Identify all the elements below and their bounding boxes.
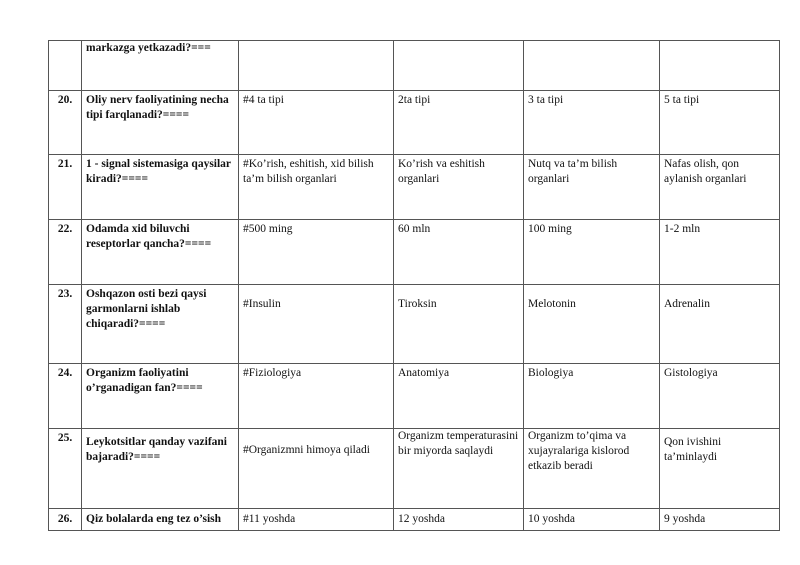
row-number: 20. bbox=[49, 91, 82, 155]
answer-correct: #4 ta tipi bbox=[239, 91, 394, 155]
table-row bbox=[49, 364, 780, 429]
row-number: 23. bbox=[49, 285, 82, 364]
question-text: Qiz bolalarda eng tez o’sish bbox=[82, 509, 239, 531]
question-text: Odamda xid biluvchi reseptorlar qancha?==== bbox=[82, 220, 239, 285]
answer-correct: #Fiziologiya bbox=[239, 364, 394, 429]
question-text: Leykotsitlar qanday vazifani bajaradi?==== bbox=[82, 429, 239, 509]
answer-option: Nafas olish, qon aylanish organlari bbox=[660, 155, 780, 220]
answer-option: 10 yoshda bbox=[524, 509, 660, 531]
answer-correct: #11 yoshda bbox=[239, 509, 394, 531]
answer-option: Gistologiya bbox=[660, 364, 780, 429]
row-number: 26. bbox=[49, 509, 82, 531]
answer-correct: #Organizmni himoya qiladi bbox=[239, 429, 394, 509]
answer-correct: #500 ming bbox=[239, 220, 394, 285]
row-number: 22. bbox=[49, 220, 82, 285]
table-row bbox=[49, 155, 780, 220]
answer-option: Melotonin bbox=[524, 285, 660, 364]
answer-option: 5 ta tipi bbox=[660, 91, 780, 155]
answer-option bbox=[524, 41, 660, 91]
answer-option: Nutq va ta’m bilish organlari bbox=[524, 155, 660, 220]
row-number bbox=[49, 41, 82, 91]
row-number: 24. bbox=[49, 364, 82, 429]
answer-option bbox=[394, 41, 524, 91]
answer-option: 60 mln bbox=[394, 220, 524, 285]
question-text: markazga yetkazadi?=== bbox=[82, 41, 239, 91]
answer-option: Organizm to’qima va xujayralariga kislorod etkazib beradi bbox=[524, 429, 660, 509]
row-number: 21. bbox=[49, 155, 82, 220]
answer-option: Qon ivishini ta’minlaydi bbox=[660, 429, 780, 509]
answer-option: Tiroksin bbox=[394, 285, 524, 364]
question-text: Oshqazon osti bezi qaysi garmonlarni ishlab chiqaradi?==== bbox=[82, 285, 239, 364]
answer-correct: #Ko’rish, eshitish, xid bilish ta’m bilish organlari bbox=[239, 155, 394, 220]
answer-correct bbox=[239, 41, 394, 91]
answer-option: Adrenalin bbox=[660, 285, 780, 364]
answer-option: 1-2 mln bbox=[660, 220, 780, 285]
answer-option bbox=[660, 41, 780, 91]
answer-option: Organizm temperaturasini bir miyorda saqlaydi bbox=[394, 429, 524, 509]
answer-correct: #Insulin bbox=[239, 285, 394, 364]
question-text: Oliy nerv faoliyatining necha tipi farqlanadi?==== bbox=[82, 91, 239, 155]
answer-option: Ko’rish va eshitish organlari bbox=[394, 155, 524, 220]
quiz-table bbox=[48, 40, 780, 531]
table-row bbox=[49, 429, 780, 509]
answer-option: Biologiya bbox=[524, 364, 660, 429]
table-row bbox=[49, 220, 780, 285]
answer-option: 2ta tipi bbox=[394, 91, 524, 155]
question-text: 1 - signal sistemasiga qaysilar kiradi?==== bbox=[82, 155, 239, 220]
table-row bbox=[49, 91, 780, 155]
row-number: 25. bbox=[49, 429, 82, 509]
answer-option: 9 yoshda bbox=[660, 509, 780, 531]
answer-option: Anatomiya bbox=[394, 364, 524, 429]
table-row bbox=[49, 285, 780, 364]
answer-option: 3 ta tipi bbox=[524, 91, 660, 155]
answer-option: 100 ming bbox=[524, 220, 660, 285]
table-row bbox=[49, 41, 780, 91]
question-text: Organizm faoliyatini o’rganadigan fan?==== bbox=[82, 364, 239, 429]
table-row bbox=[49, 509, 780, 531]
answer-option: 12 yoshda bbox=[394, 509, 524, 531]
